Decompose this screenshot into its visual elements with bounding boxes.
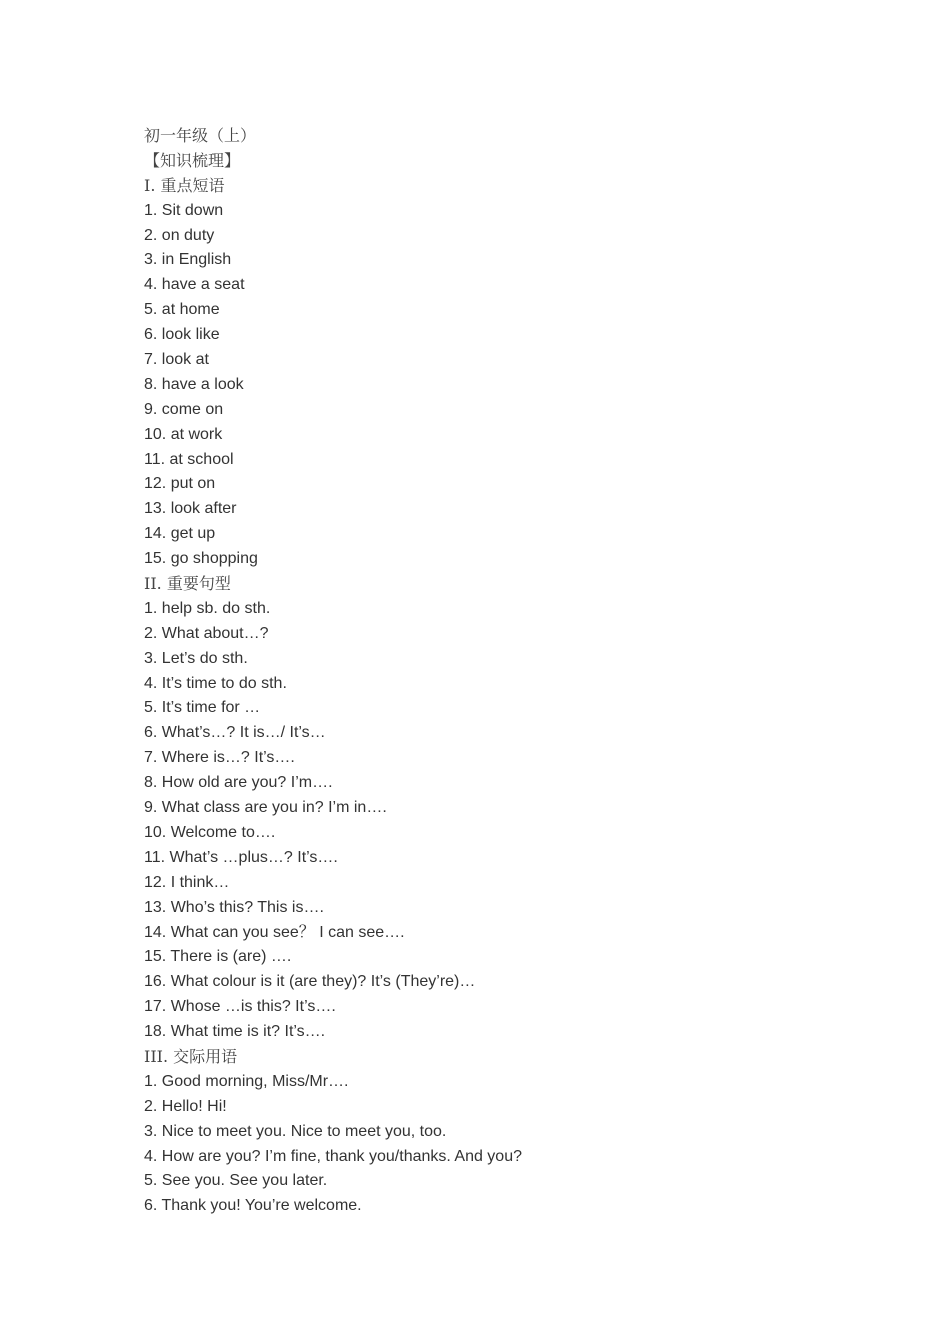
list-item: 14. What can you see？ I can see…. <box>144 923 405 941</box>
section-title: II. 重要句型 <box>144 574 231 594</box>
list-item: 7. Where is…? It’s…. <box>144 749 295 767</box>
list-item: 10. Welcome to…. <box>144 823 276 841</box>
section-title: I. 重点短语 <box>144 175 225 195</box>
list-item: 4. How are you? I’m fine, thank you/thanks. And you? <box>144 1147 522 1165</box>
list-item: 6. look like <box>144 326 220 344</box>
list-item: 16. What colour is it (are they)? It’s (They’re)… <box>144 973 476 991</box>
list-item: 1. help sb. do sth. <box>144 599 271 617</box>
list-item: 9. What class are you in? I’m in…. <box>144 799 387 817</box>
list-item: 13. Who’s this? This is…. <box>144 898 324 916</box>
list-item: 15. There is (are) …. <box>144 948 292 966</box>
list-item: 4. It’s time to do sth. <box>144 674 287 692</box>
list-item: 6. What’s…? It is…/ It’s… <box>144 724 326 742</box>
list-item: 11. at school <box>144 450 234 468</box>
list-item: 8. have a look <box>144 375 244 393</box>
list-item: 12. I think… <box>144 873 230 891</box>
list-item: 10. at work <box>144 425 223 443</box>
section-title: III. 交际用语 <box>144 1046 238 1066</box>
list-item: 5. It’s time for … <box>144 699 261 717</box>
list-item: 5. See you. See you later. <box>144 1172 328 1190</box>
section-communication-phrases <box>144 1045 904 1219</box>
section-key-phrases <box>144 174 904 572</box>
list-item: 2. Hello! Hi! <box>144 1097 227 1115</box>
list-item: 4. have a seat <box>144 276 245 294</box>
list-item: 17. Whose …is this? It’s…. <box>144 998 336 1016</box>
list-item: 15. go shopping <box>144 550 258 568</box>
list-item: 11. What’s …plus…? It’s…. <box>144 848 338 866</box>
list-item: 5. at home <box>144 301 220 319</box>
list-item: 13. look after <box>144 500 237 518</box>
list-item: 18. What time is it? It’s…. <box>144 1023 326 1041</box>
list-item: 9. come on <box>144 400 224 418</box>
list-item: 12. put on <box>144 475 216 493</box>
list-item: 8. How old are you? I’m…. <box>144 774 333 792</box>
list-item: 3. in English <box>144 251 232 269</box>
list-item: 3. Let’s do sth. <box>144 649 248 667</box>
list-item: 3. Nice to meet you. Nice to meet you, too. <box>144 1122 447 1140</box>
list-item: 14. get up <box>144 525 216 543</box>
list-item: 7. look at <box>144 351 209 369</box>
section-heading: 【知识梳理】 <box>144 150 241 170</box>
list-item: 1. Good morning, Miss/Mr…. <box>144 1072 349 1090</box>
document-title: 初一年级（上） <box>144 126 257 145</box>
list-item: 1. Sit down <box>144 201 224 219</box>
list-item: 2. on duty <box>144 226 215 244</box>
document-body <box>144 124 904 1219</box>
section-key-sentences <box>144 572 904 1045</box>
list-item: 6. Thank you! You’re welcome. <box>144 1197 362 1215</box>
list-item: 2. What about…? <box>144 624 269 642</box>
